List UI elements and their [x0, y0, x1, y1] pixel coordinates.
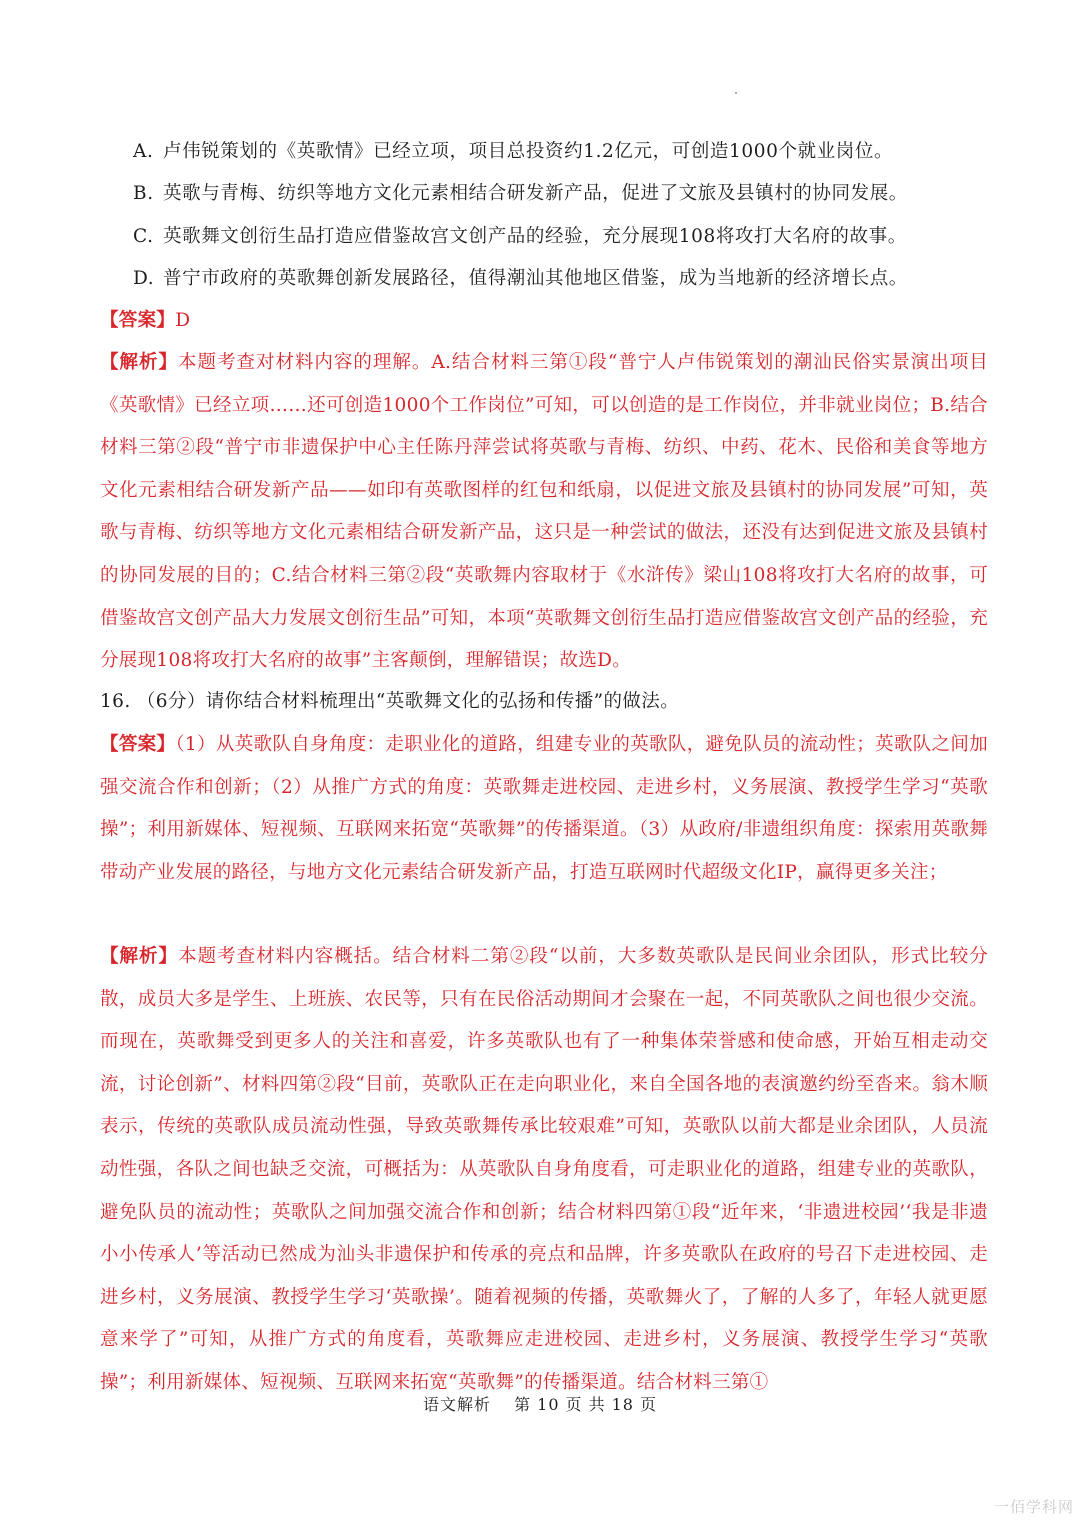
footer-subject: 语文解析	[423, 1395, 492, 1414]
analysis-text: 本题考查材料内容概括。结合材料二第②段“以前，大多数英歌队是民间业余团队，形式比较分散，成员大多是学生、上班族、农民等，只有在民俗活动期间才会聚在一起，不同英歌队之间也很少交流。而现在，英歌舞受到更多人的关注和喜爱，许多英歌队也有了一种集体荣誉感和使命感，开始互相走动交流，讨论创新”、材料四第②段“目前，英歌队正在走向职业化，来自全国各地的表演邀约纷至沓来。翁木顺表示，传统的英歌队成员流动性强，导致英歌舞传承比较艰难”可知，英歌队以前大都是业余团队，人员流动性强，各队之间也缺乏交流，可概括为：从英歌队自身角度看，可走职业化的道路，组建专业的英歌队，避免队员的流动性；英歌队之间加强交流合作和创新；结合材料四第①段“近年来，‘非遗进校园’‘我是非遗小小传承人’等活动已然成为汕头非遗保护和传承的亮点和品牌，许多英歌队在政府的号召下走进校园、走进乡村，义务展演、教授学生学习‘英歌操’。随着视频的传播，英歌舞火了，了解的人多了，年轻人就更愿意来学了”可知，从推广方式的角度看，英歌舞应走进校园、走进乡村，义务展演、教授学生学习“英歌操”；利用新媒体、短视频、互联网来拓宽“英歌舞”的传播渠道。结合材料三第①	[100, 946, 989, 1393]
option-text: 普宁市政府的英歌舞创新发展路径，值得潮汕其他地区借鉴，成为当地新的经济增长点。	[163, 268, 908, 289]
analysis-label: 【解析】	[100, 946, 179, 967]
watermark: 一佰学科网	[993, 1498, 1074, 1516]
speck-mark	[735, 92, 737, 94]
footer-page-number: 10	[537, 1395, 560, 1414]
analysis-label: 【解析】	[100, 352, 178, 373]
option-c	[133, 223, 907, 251]
analysis-15	[100, 342, 988, 683]
option-letter: A.	[133, 141, 154, 162]
answer-label: 【答案】	[100, 310, 176, 331]
option-letter: C.	[133, 226, 154, 247]
answer-text: （1）从英歌队自身角度：走职业化的道路，组建专业的英歌队，避免队员的流动性；英歌队之间加强交流合作和创新；（2）从推广方式的角度：英歌舞走进校园、走进乡村，义务展演、教授学生学习“英歌操”；利用新媒体、短视频、互联网来拓宽“英歌舞”的传播渠道。（3）从政府/非遗组织角度：探索用英歌舞带动产业发展的路径，与地方文化元素结合研发新产品，打造互联网时代超级文化IP，赢得更多关注；	[100, 734, 988, 883]
question-score: （6分）	[136, 691, 206, 712]
answer-label: 【答案】	[100, 734, 176, 755]
option-text: 卢伟锐策划的《英歌情》已经立项，项目总投资约1.2亿元，可创造1000个就业岗位。	[163, 141, 894, 162]
footer-page-prefix: 第	[514, 1395, 532, 1414]
footer-page-total: 18	[611, 1395, 634, 1414]
option-letter: B.	[133, 183, 154, 204]
question-number: 16.	[100, 691, 131, 712]
footer-page-mid: 页 共	[565, 1395, 606, 1414]
question-text: 请你结合材料梳理出“英歌舞文化的弘扬和传播”的做法。	[205, 691, 680, 712]
answer-value: D	[175, 310, 191, 331]
option-b	[133, 180, 908, 208]
analysis-text: 本题考查对材料内容的理解。A.结合材料三第①段“普宁人卢伟锐策划的潮汕民俗实景演出项目《英歌情》已经立项……还可创造1000个工作岗位”可知，可以创造的是工作岗位，并非就业岗位；B.结合材料三第②段“普宁市非遗保护中心主任陈丹萍尝试将英歌与青梅、纺织、中药、花木、民俗和美食等地方文化元素相结合研发新产品——如印有英歌图样的红包和纸扇，以促进文旅及县镇村的协同发展”可知，英歌与青梅、纺织等地方文化元素相结合研发新产品，这只是一种尝试的做法，还没有达到促进文旅及县镇村的协同发展的目的；C.结合材料三第②段“英歌舞内容取材于《水浒传》梁山108将攻打大名府的故事，可借鉴故宫文创产品大力发展文创衍生品”可知，本项“英歌舞文创衍生品打造应借鉴故宫文创产品的经验，充分展现108将攻打大名府的故事”主客颠倒，理解错误；故选D。	[100, 352, 989, 672]
answer-15	[100, 300, 988, 343]
footer-page-suffix: 页	[639, 1395, 657, 1414]
analysis-16	[100, 936, 988, 1405]
option-d	[133, 265, 908, 293]
page-footer	[0, 1392, 1080, 1415]
option-text: 英歌与青梅、纺织等地方文化元素相结合研发新产品，促进了文旅及县镇村的协同发展。	[163, 183, 908, 204]
answer-16	[100, 724, 988, 894]
question-16	[100, 688, 679, 716]
option-text: 英歌舞文创衍生品打造应借鉴故宫文创产品的经验，充分展现108将攻打大名府的故事。	[163, 226, 907, 247]
option-a	[133, 138, 893, 166]
option-letter: D.	[133, 268, 155, 289]
